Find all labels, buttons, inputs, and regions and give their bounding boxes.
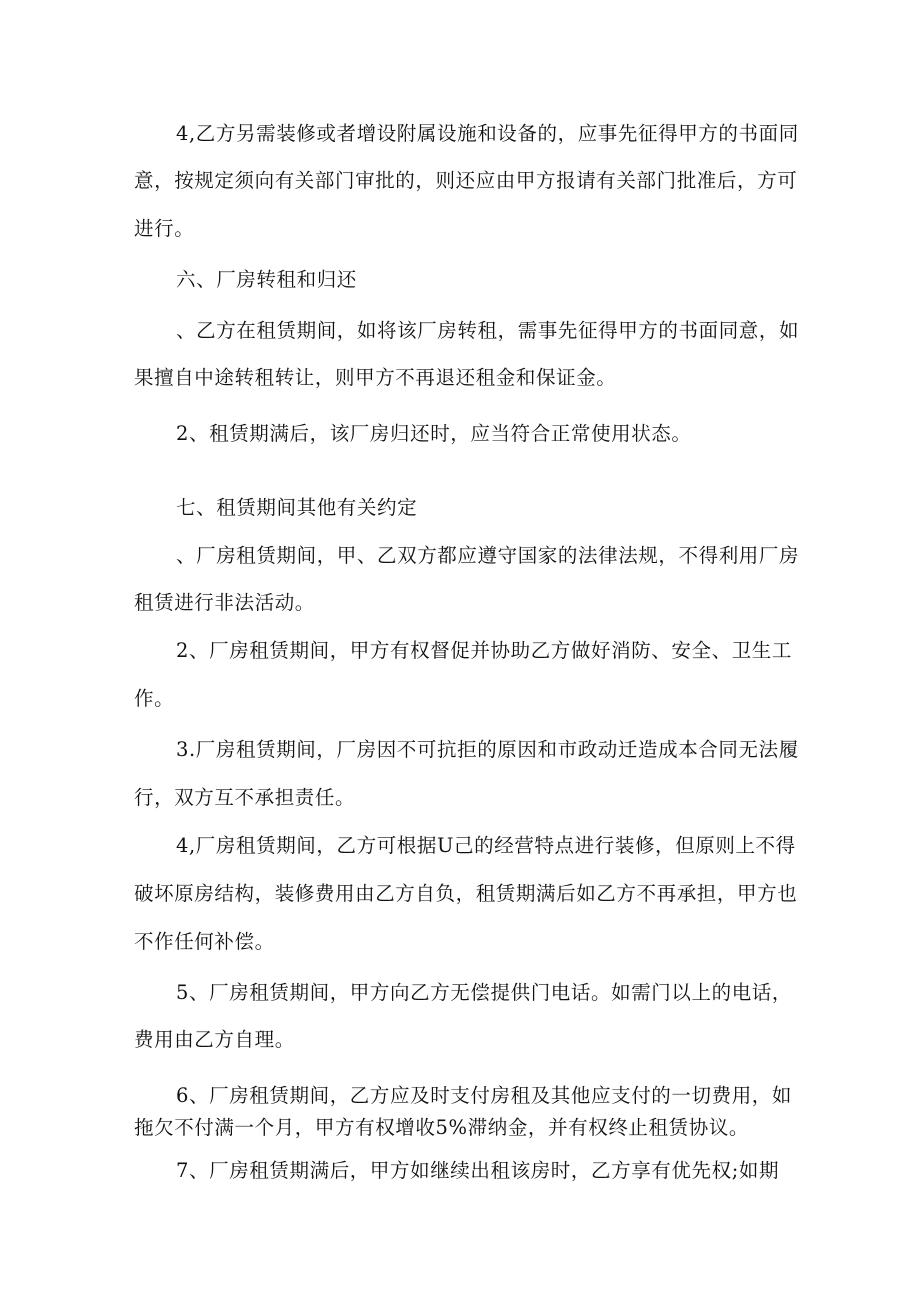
text-line-sec7-clause-2-line-2: 作。 bbox=[134, 687, 175, 710]
text-line-clause-4-line-2: 意，按规定须向有关部门审批的，则还应由甲方报请有关部门批准后，方可 bbox=[134, 169, 798, 192]
text-line-clause-4-line-3: 进行。 bbox=[134, 217, 195, 240]
section-heading-7: 七、租赁期间其他有关约定 bbox=[176, 496, 418, 519]
text-line-sec7-clause-4-line-3: 不作任何补偿。 bbox=[134, 930, 275, 953]
text-line-sec7-clause-4-line-1: 4,厂房租赁期间，乙方可根据U己的经营特点进行装修，但原则上不得 bbox=[176, 834, 796, 857]
text-line-sec7-clause-6-line-1: 6、厂房租赁期间，乙方应及时支付房租及其他应支付的一切费用，如 bbox=[176, 1084, 793, 1107]
text-line-sec7-clause-3-line-1: 3.厂房租赁期间，厂房因不可抗拒的原因和市政动迁造成本合同无法履 bbox=[176, 738, 799, 761]
text-line-sec6-clause-1-line-1: 、乙方在租赁期间，如将该厂房转租，需事先征得甲方的书面同意，如 bbox=[176, 319, 800, 342]
text-line-clause-4-line-1: 4,乙方另需装修或者增设附属设施和设备的，应事先征得甲方的书面同 bbox=[176, 122, 799, 145]
section-heading-6: 六、厂房转租和归还 bbox=[176, 268, 357, 291]
text-line-sec7-clause-5-line-1: 5、厂房租赁期间，甲方向乙方无偿提供门电话。如需门以上的电话， bbox=[176, 981, 793, 1004]
text-line-sec6-clause-2: 2、租赁期满后，该厂房归还时，应当符合正常使用状态。 bbox=[176, 422, 692, 445]
text-line-sec6-clause-1-line-2: 果擅自中途转租转让，则甲方不再退还租金和保证金。 bbox=[134, 366, 617, 389]
text-line-sec7-clause-6-line-2: 拖欠不付满一个月，甲方有权增收5%滞纳金，并有权终止租赁协议。 bbox=[134, 1116, 750, 1139]
text-line-sec7-clause-4-line-2: 破坏原房结构，装修费用由乙方自负，租赁期满后如乙方不再承担，甲方也 bbox=[134, 882, 798, 905]
text-line-sec7-clause-1-line-2: 租赁进行非法活动。 bbox=[134, 591, 315, 614]
text-line-sec7-clause-2-line-1: 2、厂房租赁期间，甲方有权督促并协助乙方做好消防、安全、卫生工 bbox=[176, 639, 793, 662]
text-line-sec7-clause-1-line-1: 、厂房租赁期间，甲、乙双方都应遵守国家的法律法规，不得利用厂房 bbox=[176, 544, 800, 567]
text-line-sec7-clause-5-line-2: 费用由乙方自理。 bbox=[134, 1028, 295, 1051]
text-line-sec7-clause-7-line-1: 7、厂房租赁期满后，甲方如继续出租该房时，乙方享有优先权;如期 bbox=[176, 1159, 780, 1182]
text-line-sec7-clause-3-line-2: 行，双方互不承担责任。 bbox=[134, 786, 356, 809]
